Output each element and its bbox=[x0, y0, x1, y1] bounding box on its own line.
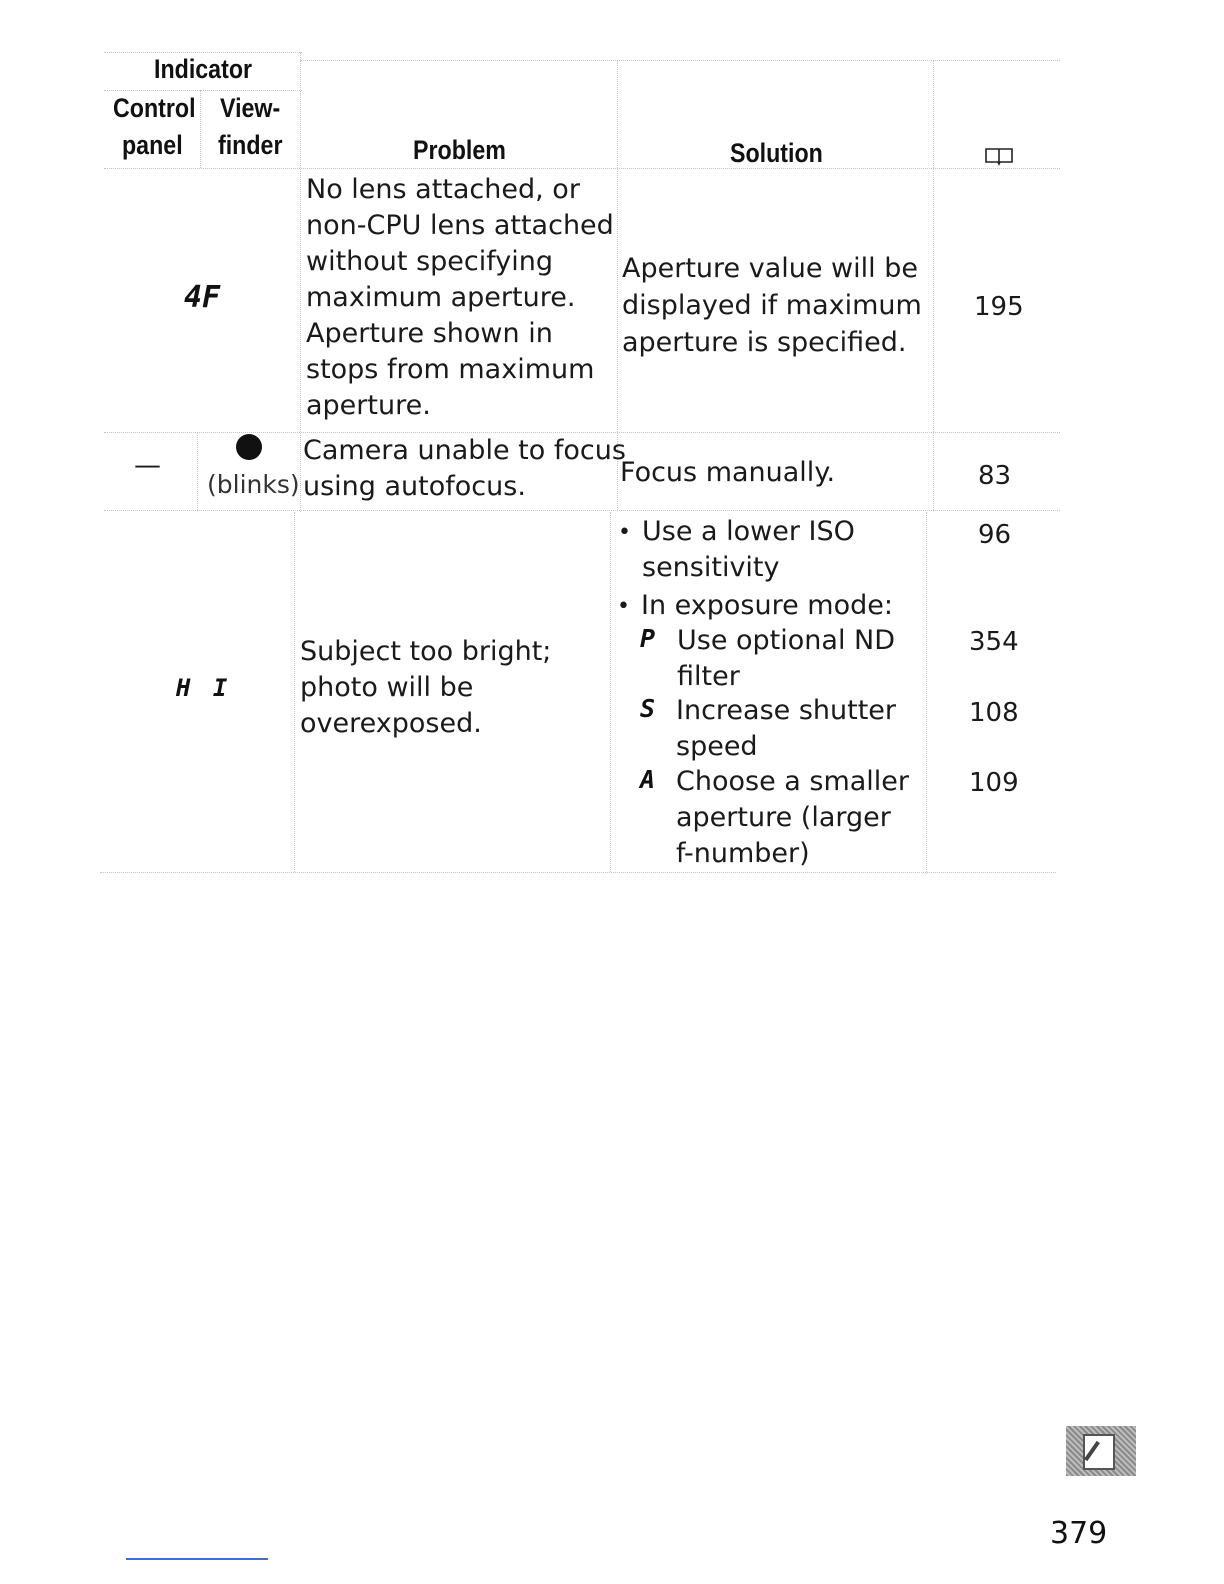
mode-p-icon: P bbox=[640, 624, 656, 653]
bullet-icon: • bbox=[618, 520, 631, 545]
header-view: View- bbox=[220, 93, 281, 123]
header-indicator: Indicator bbox=[154, 54, 253, 84]
rule bbox=[200, 90, 202, 168]
bullet-icon: • bbox=[617, 594, 630, 619]
page-reference: 96 bbox=[978, 520, 1012, 550]
header-panel: panel bbox=[122, 130, 183, 160]
page-reference: 195 bbox=[974, 292, 1024, 322]
rule bbox=[294, 512, 296, 872]
page-reference: 83 bbox=[978, 461, 1012, 491]
header-control: Control bbox=[113, 93, 196, 123]
rule bbox=[610, 512, 612, 872]
page-reference: 109 bbox=[969, 768, 1019, 798]
page-number: 379 bbox=[1050, 1516, 1108, 1551]
book-icon bbox=[984, 146, 1014, 166]
page-reference: 108 bbox=[969, 698, 1019, 728]
rule bbox=[104, 510, 1060, 512]
solution-text: In exposure mode: bbox=[641, 590, 893, 621]
header-solution: Solution bbox=[730, 138, 823, 168]
problem-text: Camera unable to focus using autofocus. bbox=[303, 435, 626, 502]
rule bbox=[300, 60, 1060, 62]
blinks-note: (blinks) bbox=[207, 470, 300, 499]
viewfinder-indicator-hi: H I bbox=[176, 674, 232, 702]
rule bbox=[300, 52, 302, 512]
rule bbox=[197, 432, 199, 510]
troubleshooting-tab-icon bbox=[1066, 1426, 1136, 1476]
mode-s-icon: S bbox=[640, 694, 656, 723]
page-reference: 354 bbox=[969, 627, 1019, 657]
rule bbox=[933, 60, 935, 510]
solution-text: Use optional ND filter bbox=[677, 625, 896, 692]
problem-text: Subject too bright; photo will be overexposed. bbox=[300, 636, 552, 739]
problem-text: No lens attached, or non-CPU lens attached without specifying maximum aperture. Aperture shown in stops from maximum aperture. bbox=[306, 174, 614, 421]
header-problem: Problem bbox=[413, 135, 506, 165]
header-finder: finder bbox=[218, 130, 283, 160]
mode-a-icon: A bbox=[640, 765, 656, 794]
solution-text: Increase shutter speed bbox=[676, 695, 897, 762]
solution-text: Focus manually. bbox=[620, 457, 836, 488]
rule bbox=[104, 168, 1060, 170]
rule bbox=[104, 90, 302, 92]
solution-text: Choose a smaller aperture (larger f-number) bbox=[676, 766, 910, 869]
viewfinder-indicator-4f: 4F bbox=[184, 280, 221, 315]
focus-indicator-dot bbox=[236, 434, 262, 460]
solution-text: Use a lower ISO sensitivity bbox=[642, 516, 855, 583]
rule bbox=[100, 872, 1056, 874]
rule bbox=[926, 512, 928, 874]
solution-text: Aperture value will be displayed if maximum aperture is specified. bbox=[622, 253, 922, 358]
page-rule bbox=[126, 1558, 268, 1560]
control-panel-indicator: — bbox=[134, 450, 161, 481]
